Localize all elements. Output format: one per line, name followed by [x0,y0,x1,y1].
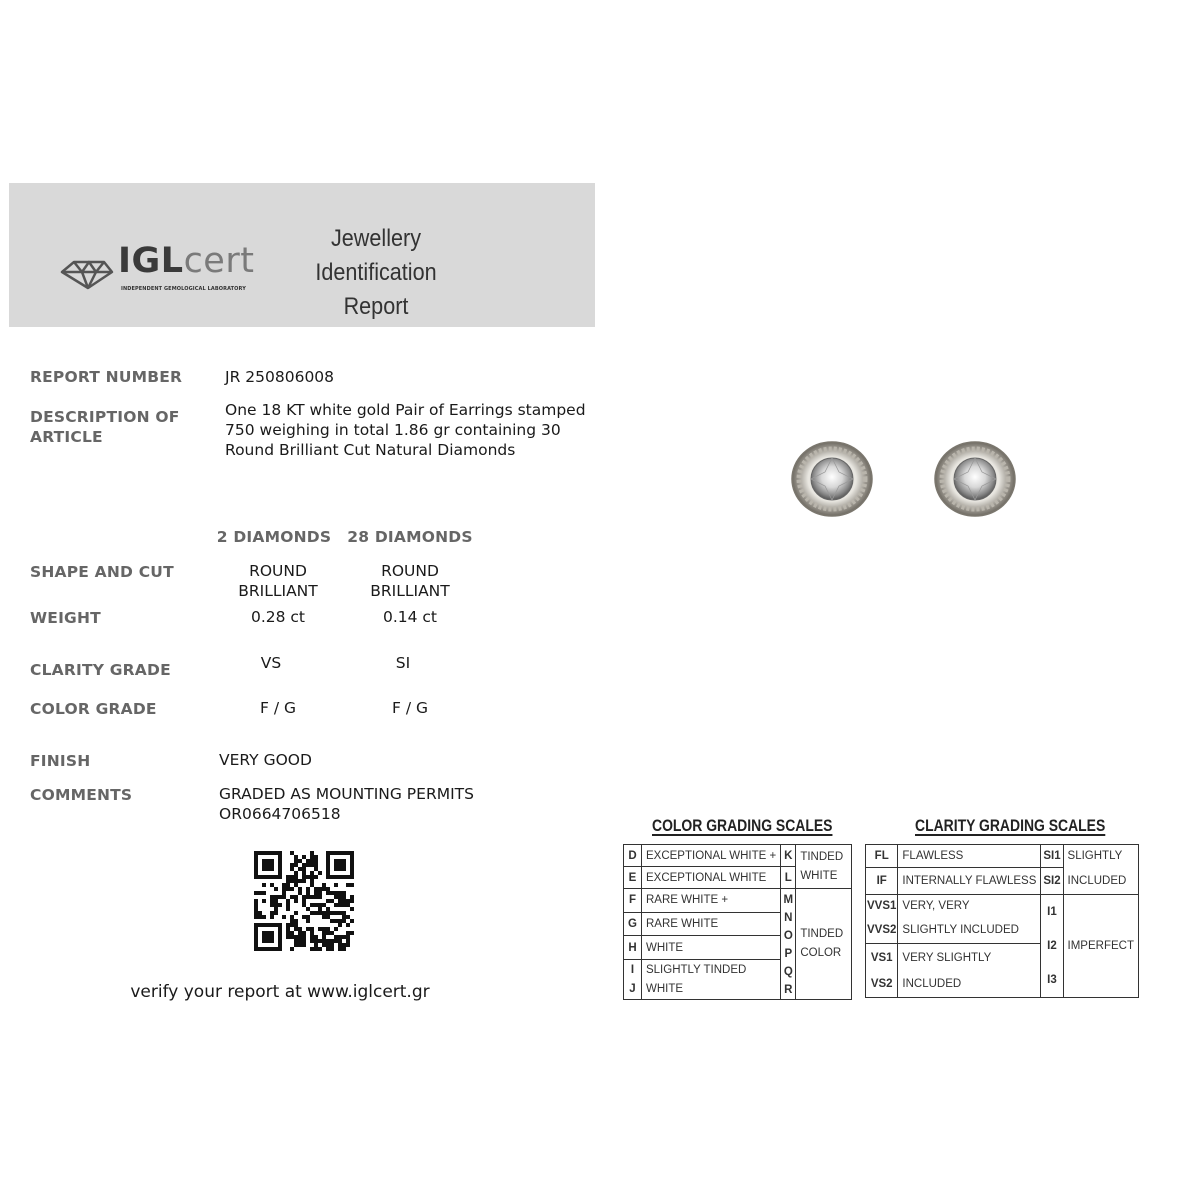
clarity-code: VS1 [866,943,898,971]
clarity-code: FL [866,845,898,868]
shape-cut-value: ROUND BRILLIANT [238,562,318,600]
clarity-group-imperfect: IMPERFECT [1063,895,1138,998]
finish-value: VERY GOOD [219,751,312,769]
weight-label: WEIGHT [30,609,101,627]
clarity-grade-value: VS [260,654,282,672]
color-grade-label: COLOR GRADE [30,700,157,718]
report-title [300,222,452,324]
color-group-tinded-color: TINDED COLOR [796,889,852,1000]
clarity-grade-value: SI [395,654,411,672]
verify-report-link[interactable]: verify your report at www.iglcert.gr [130,982,430,1002]
clarity-desc: FLAWLESS [898,845,1041,868]
clarity-desc: INTERNALLY FLAWLESS [898,868,1041,895]
clarity-desc: SLIGHTLY [1063,845,1138,868]
color-code: D [624,845,642,867]
brand-wordmark: IGLcert [118,241,255,281]
comments-value: GRADED AS MOUNTING PERMITS OR0664706518 [219,785,474,823]
report-number-label: REPORT NUMBER [30,368,183,386]
color-code: E [624,867,642,889]
clarity-code: VS2 [866,971,898,997]
clarity-codes-imperfect: I1 I2 I3 [1041,895,1063,998]
color-desc: WHITE [641,980,780,1000]
color-code: I [624,960,642,980]
clarity-code: VVS1 [866,895,898,918]
finish-label: FINISH [30,752,91,770]
color-desc: RARE WHITE + [641,889,780,913]
color-grading-table [623,844,852,1000]
brand-tagline: INDEPENDENT GEMOLOGICAL LABORATORY [121,286,246,292]
color-codes-m-r: M N O P Q R [781,889,796,1000]
report-title-line: Report [343,293,409,320]
report-number-value: JR 250806008 [225,368,335,386]
clarity-grade-label: CLARITY GRADE [30,661,171,679]
clarity-code: SI1 [1041,845,1063,868]
clarity-grading-title: CLARITY GRADING SCALES [915,816,1106,835]
color-grade-value: F / G [259,699,296,717]
shape-cut-label: SHAPE AND CUT [30,563,174,581]
clarity-desc: INCLUDED [898,971,1041,997]
color-code: G [624,912,642,936]
clarity-code: IF [866,868,898,895]
color-desc: EXCEPTIONAL WHITE [641,867,780,889]
column-header-28-diamonds: 28 DIAMONDS [347,528,473,546]
color-desc: WHITE [641,936,780,960]
color-desc: SLIGHTLY TINDED [641,960,780,980]
color-code: K [781,845,796,867]
color-grading-title: COLOR GRADING SCALES [652,816,833,835]
color-desc: RARE WHITE [641,912,780,936]
clarity-code: SI2 [1041,868,1063,895]
color-grade-value: F / G [391,699,428,717]
earrings-photo [785,437,1025,521]
clarity-code: VVS2 [866,917,898,943]
clarity-desc: VERY, VERY [898,895,1041,918]
color-desc: EXCEPTIONAL WHITE + [641,845,780,867]
color-code: H [624,936,642,960]
report-title-line: Identification [315,259,437,286]
color-group-tinded-white: TINDED WHITE [796,845,852,889]
weight-value: 0.14 ct [382,608,438,626]
weight-value: 0.28 ct [250,608,306,626]
description-label: DESCRIPTION OF ARTICLE [30,408,180,446]
color-code: J [624,980,642,1000]
clarity-grading-table [865,844,1139,998]
earring-right [935,442,1015,516]
qr-code[interactable] [254,851,354,951]
report-title-line: Jewellery [330,225,422,252]
color-code: F [624,889,642,913]
color-code: L [781,867,796,889]
clarity-desc: INCLUDED [1063,868,1138,895]
description-value: One 18 KT white gold Pair of Earrings stamped 750 weighing in total 1.86 gr containing 30 Round Brilliant Cut Natural Diamonds [225,401,586,459]
earring-left [792,442,872,516]
comments-label: COMMENTS [30,786,133,804]
clarity-desc: VERY SLIGHTLY [898,943,1041,971]
clarity-desc: SLIGHTLY INCLUDED [898,917,1041,943]
column-header-2-diamonds: 2 DIAMONDS [216,528,332,546]
shape-cut-value: ROUND BRILLIANT [370,562,450,600]
